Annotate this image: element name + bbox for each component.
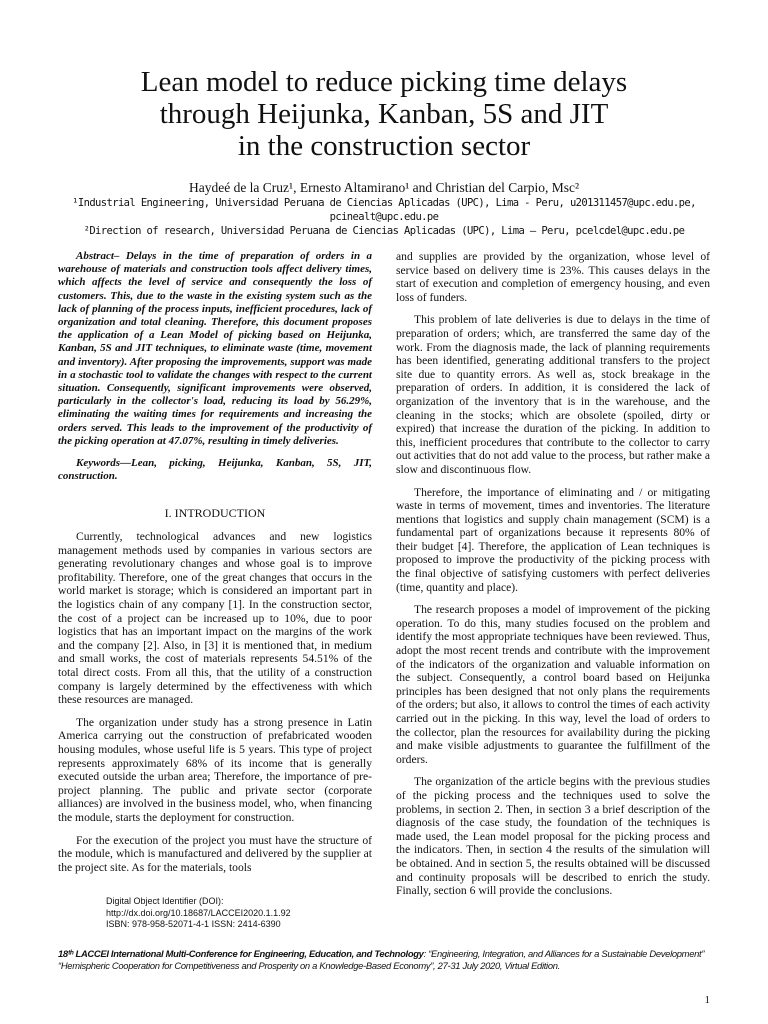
doi-link[interactable]: http://dx.doi.org/10.18687/LACCEI2020.1.1.92 — [106, 907, 291, 918]
intro-paragraph-1: Currently, technological advances and new logistics management methods used by companies in various sectors are generating revolutionary changes and whose goal is to improve profitability. Therefore, one of the great changes that occurs in the world market is storage; which is considered an important part in the logistics chain of any company [1]. In the construction sector, the cost of a project can be increased up to 10%, due to poor logistics that has an important impact on the margins of the work and the company [2]. Also, in [3] it is mentioned that, in medium and small works, the cost of materials represents 54.51% of the total direct costs. From all this, that the utility of a construction company is largely determined by the effectiveness with which these resources are managed. — [58, 530, 372, 707]
right-paragraph-1: and supplies are provided by the organization, whose level of service based on delivery time is 23%. This causes delays in the start of execution and completion of emergency housing, and even loss of funders. — [396, 250, 710, 304]
page-number: 1 — [704, 994, 710, 1006]
intro-paragraph-2: The organization under study has a strong presence in Latin America carrying out the construction of prefabricated wooden housing modules, whose useful life is 5 years. This type of project represents approximately 68% of its income that is generally executed outside the urban area; Therefore, the importance of pre-project planning. The public and private sector (corporate alliances) are involved in the business model, who, when financing the module, starts the deployment for construction. — [58, 715, 372, 824]
doi-label: Digital Object Identifier (DOI): — [106, 896, 224, 906]
paper-title — [40, 66, 728, 162]
title-line-1: Lean model to reduce picking time delays — [140, 66, 628, 98]
footer-conference-name: 18ᵗʰ LACCEI International Multi-Conference for Engineering, Education, and Technology — [58, 948, 424, 959]
right-paragraph-3: Therefore, the importance of eliminating and / or mitigating waste in terms of movement, times and inventories. The literature mentions that logistics and supply chain management (SCM) is a fundamental part of organizations because it represents 80% of their budget [4]. Therefore, the application of Lean techniques is proposed to improve the productivity of the picking process with the final objective of satisfying customers with perfect deliveries (time, quantity and place). — [396, 485, 710, 594]
section-heading: I. INTRODUCTION — [164, 506, 266, 521]
left-column — [58, 250, 372, 883]
affiliation-1-cont: pcinealt@upc.edu.pe — [329, 211, 439, 223]
affiliation-1: ¹Industrial Engineering, Universidad Peruana de Ciencias Aplicadas (UPC), Lima - Peru, u201311457@upc.edu.pe, — [72, 197, 696, 209]
isbn-issn: ISBN: 978-958-52071-4-1 ISSN: 2414-6390 — [106, 919, 281, 929]
footer-conference-details: : “Engineering, Integration, and Alliances for a Sustainable Development” “Hemispheric Cooperation for Competitiveness and Prosperity on a Knowledge-Based Economy”, 27-31 July 2020, Virtual Edition. — [58, 948, 705, 971]
right-paragraph-5: The organization of the article begins with the previous studies of the picking process and the techniques used to solve the problems, in section 2. Then, in section 3 a brief description of the diagnosis of the case study, the foundation of the techniques is made used, the Lean model proposal for the picking process and the indicators. Then, in section 4 the results of the simulation will be obtained. And in section 5, the results obtained will be discussed and continuity proposals will be described to enrich the study. Finally, section 6 will provide the conclusions. — [396, 775, 710, 898]
keywords: Keywords—Lean, picking, Heijunka, Kanban, 5S, JIT, construction. — [58, 457, 372, 483]
title-line-3: in the construction sector — [237, 130, 531, 162]
right-paragraph-2: This problem of late deliveries is due to delays in the time of preparation of orders; which, are transferred the same day of the work. From the diagnosis made, the lack of planning requirements has been identified, generating additional transfers to the project site due to quantity errors. As well as, stock breakage in the preparation of orders. In addition, it is considered the lack of organization of the inventory that is in the warehouse, and the cleaning in the stocks; which are obsolete (spoiled, dirty or expired) that increase the duration of the picking. In addition to this, inefficient procedures that contribute to the collector to carry out activities that do not add value to the process, but rather make a slow and discontinuous flow. — [396, 313, 710, 476]
affiliations — [50, 196, 718, 238]
intro-paragraph-3: For the execution of the project you must have the structure of the module, which is manufactured and delivered by the supplier at the project site. As for the materials, tools — [58, 833, 372, 874]
doi-block — [106, 896, 291, 931]
conference-footer — [58, 948, 710, 972]
right-paragraph-4: The research proposes a model of improvement of the picking operation. To do this, many studies focused on the problem and identify the most appropriate techniques have been reviewed. Thus, adopt the most recent trends and contribute with the improvement of the indicators of the organization and valuable information on the subject. Consequently, a control board based on Heijunka principles has been designed that not only plans the requirements of the orders; but also, it allows to control the times of each activity carried out in the picking. In this way, level the load of orders to the collector, plan the resources for availability during the picking and make visible adjustments to guarantee the fulfillment of the orders. — [396, 603, 710, 766]
authors: Haydeé de la Cruz¹, Ernesto Altamirano¹ and Christian del Carpio, Msc² — [188, 180, 580, 195]
title-line-2: through Heijunka, Kanban, 5S and JIT — [159, 98, 609, 130]
abstract: Abstract– Delays in the time of preparation of orders in a warehouse of materials and construction tools affect delivery times, which affects the level of service and consequently the loss of customers. This, due to the waste in the existing system such as the lack of planning of the process inputs, inefficient procedures, lack of organization and total cleaning. Therefore, this document proposes the application of a Lean Model of picking based on Heijunka, Kanban, 5S and JIT techniques, to eliminate waste (time, movement and inventory). After proposing the improvements, support was made in a stochastic tool to validate the changes with respect to the current situation. Consequently, significant improvements were observed, particularly in the collector's load, reducing its load by 56.29%, eliminating the waiting times for requirements and increasing the orders served. This leads to the improvement of the productivity of the picking operation at 47.07%, resulting in timely deliveries. — [58, 250, 372, 447]
right-column — [396, 250, 710, 907]
affiliation-2: ²Direction of research, Universidad Peruana de Ciencias Aplicadas (UPC), Lima – Peru, pcelcdel@upc.edu.pe — [83, 225, 685, 237]
